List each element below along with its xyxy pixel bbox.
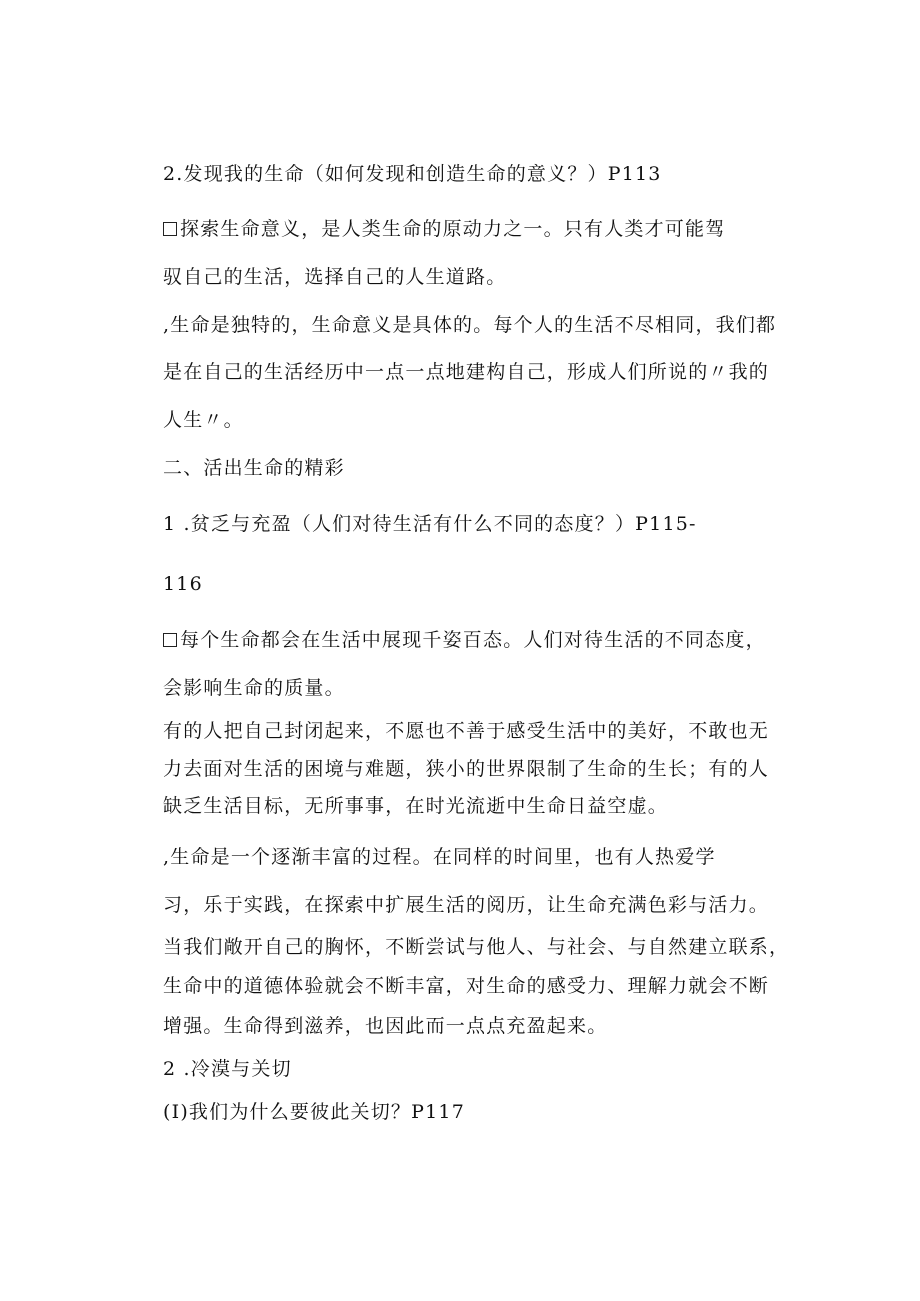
paragraph-line: 生命中的道德体验就会不断丰富，对生命的感受力、理解力就会不断 bbox=[163, 975, 770, 997]
heading-discover-my-life: 2.发现我的生命（如何发现和创造生命的意义？）P113 bbox=[163, 163, 662, 185]
paragraph-line: 习，乐于实践，在探索中扩展生活的阅历，让生命充满色彩与活力。 bbox=[163, 894, 770, 916]
paragraph-line: 缺乏生活目标，无所事事，在时光流逝中生命日益空虚。 bbox=[163, 795, 669, 817]
checkbox-square-icon bbox=[163, 222, 177, 236]
paragraph-line: 会影响生命的质量。 bbox=[163, 677, 345, 699]
question-heading: (I)我们为什么要彼此关切？P117 bbox=[163, 1101, 465, 1123]
subheading-indifference-and-care: 2 .冷漠与关切 bbox=[163, 1058, 292, 1080]
paragraph-line: 探索生命意义，是人类生命的原动力之一。只有人类才可能驾 bbox=[163, 217, 725, 241]
subheading-poverty-and-abundance: 1 .贫乏与充盈（人们对待生活有什么不同的态度？）P115- bbox=[163, 513, 697, 535]
paragraph-line: 是在自己的生活经历中一点一点地建构自己，形成人们所说的〃我的 bbox=[163, 361, 770, 383]
section-heading: 二、活出生命的精彩 bbox=[163, 457, 345, 479]
paragraph-line: ,生命是独特的，生命意义是具体的。每个人的生活不尽相同，我们都 bbox=[163, 314, 777, 336]
checkbox-square-icon bbox=[163, 633, 177, 647]
paragraph-line: 增强。生命得到滋养，也因此而一点点充盈起来。 bbox=[163, 1015, 608, 1037]
paragraph-line: 人生〃。 bbox=[163, 409, 244, 431]
paragraph-line: 当我们敞开自己的胸怀，不断尝试与他人、与社会、与自然建立联系， bbox=[163, 936, 790, 958]
paragraph-line: 力去面对生活的困境与难题，狭小的世界限制了生命的生长；有的人 bbox=[163, 758, 770, 780]
paragraph-line: ,生命是一个逐渐丰富的过程。在同样的时间里，也有人热爱学 bbox=[163, 846, 716, 868]
paragraph-line: 驭自己的生活，选择自己的人生道路。 bbox=[163, 266, 507, 288]
paragraph-line: 每个生命都会在生活中展现千姿百态。人们对待生活的不同态度， bbox=[163, 628, 766, 652]
subheading-page-continuation: 116 bbox=[163, 573, 203, 595]
paragraph-line: 有的人把自己封闭起来，不愿也不善于感受生活中的美好，不敢也无 bbox=[163, 720, 770, 742]
